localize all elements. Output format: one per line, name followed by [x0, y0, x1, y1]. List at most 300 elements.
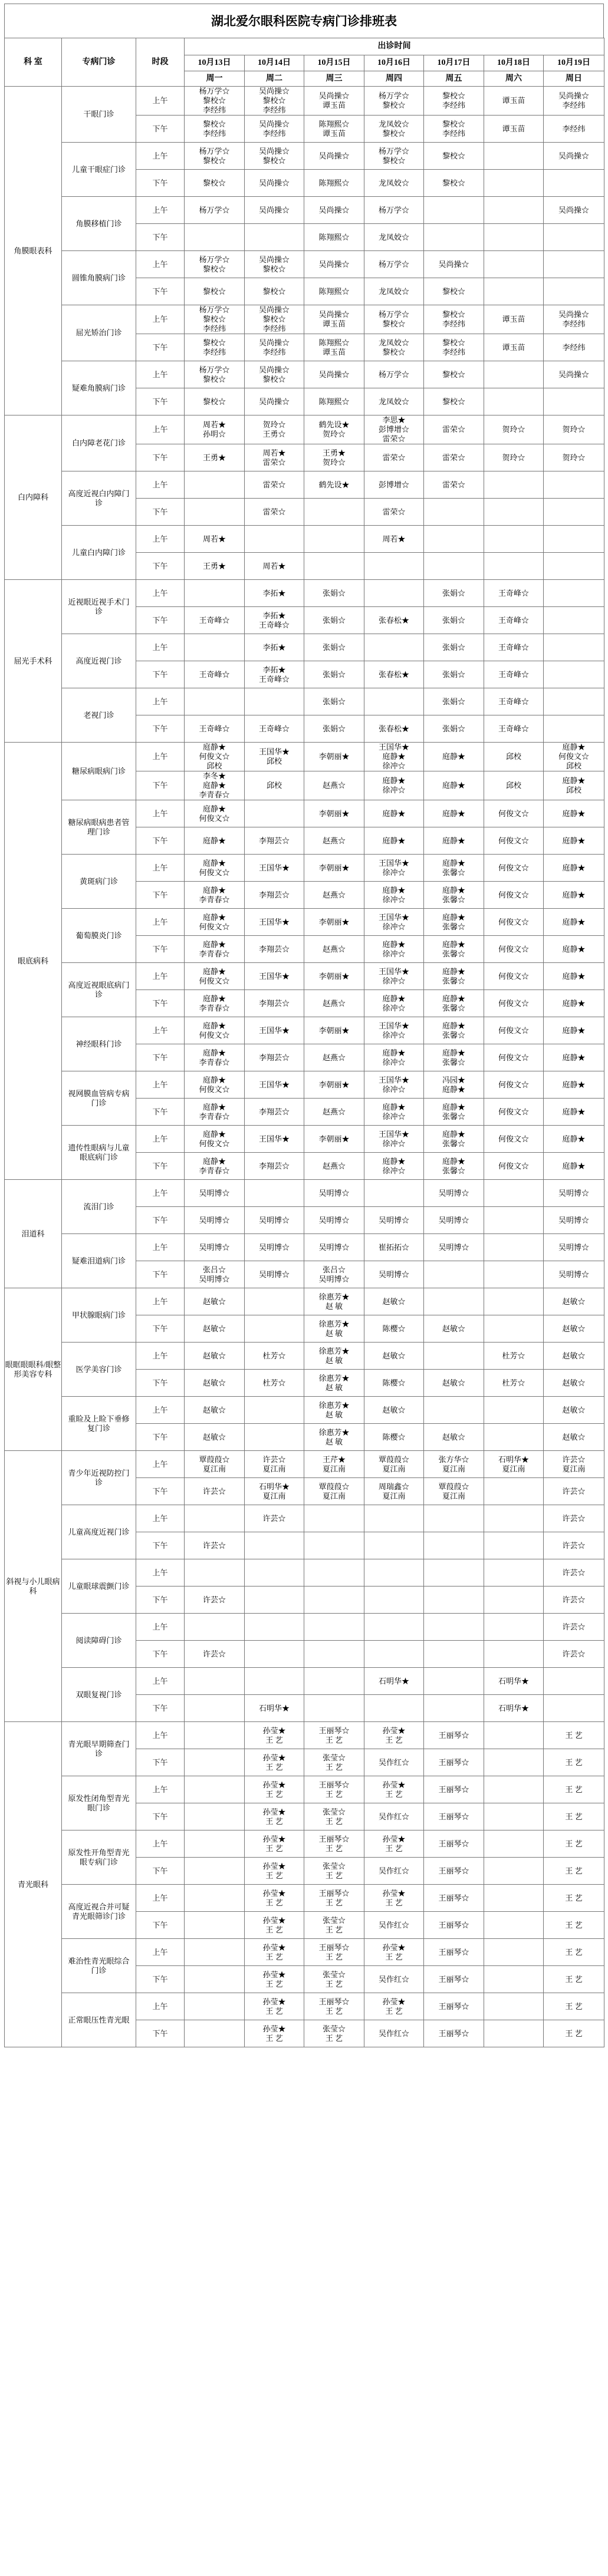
- doctor-name: 邱校: [566, 786, 582, 794]
- doctor-name: 王丽琴☆: [318, 1888, 350, 1898]
- doctor-cell: [185, 936, 245, 963]
- doctor-cell: [544, 1966, 604, 1993]
- doctor-name: 庭静★: [562, 743, 586, 751]
- doctor-cell: [484, 444, 544, 471]
- doctor-name: 谭玉苗: [502, 342, 525, 352]
- doctor-name: 何俊文☆: [498, 1134, 529, 1143]
- session-cell: 下午: [136, 882, 185, 909]
- doctor-name: 徐冲☆: [382, 1057, 406, 1067]
- doctor-name: 许芸☆: [562, 1454, 586, 1464]
- doctor-name: 王丽琴☆: [438, 1893, 469, 1902]
- doctor-name: 庭静★: [442, 1048, 465, 1057]
- session-cell: 上午: [136, 800, 185, 827]
- session-cell: 下午: [136, 116, 185, 143]
- doctor-name: 黎校☆: [262, 96, 286, 105]
- doctor-name: 吴尚操☆: [258, 365, 290, 374]
- doctor-cell: [304, 580, 364, 607]
- doctor-name: 黎校☆: [442, 91, 465, 100]
- doctor-cell: [185, 1695, 245, 1722]
- doctor-name: 黎校☆: [202, 264, 226, 273]
- doctor-name: 庭静★: [442, 994, 465, 1003]
- doctor-name: 王 艺: [325, 1789, 343, 1799]
- doctor-name: 庭静★: [442, 967, 465, 976]
- doctor-cell: [484, 1153, 544, 1180]
- doctor-name: 庭静★: [382, 885, 406, 895]
- doctor-cell: [424, 1288, 484, 1315]
- doctor-name: 杨万学☆: [378, 370, 409, 379]
- doctor-cell: [364, 1505, 424, 1532]
- doctor-cell: [245, 1261, 304, 1288]
- doctor-cell: [304, 471, 364, 499]
- doctor-cell: [364, 909, 424, 936]
- doctor-cell: [364, 1234, 424, 1261]
- doctor-name: 王丽琴☆: [318, 1942, 350, 1952]
- clinic-cell: 葡萄膜炎门诊: [62, 909, 136, 963]
- doctor-cell: [364, 963, 424, 990]
- doctor-cell: [484, 1505, 544, 1532]
- weekday-header: 周四: [364, 71, 424, 87]
- doctor-name: 贺玲☆: [502, 425, 525, 434]
- doctor-name: 杨万学☆: [199, 365, 230, 374]
- doctor-name: 何俊文☆: [199, 813, 230, 823]
- doctor-cell: [304, 1099, 364, 1126]
- doctor-name: 赵敏☆: [202, 1405, 226, 1414]
- doctor-name: 徐冲☆: [382, 895, 406, 904]
- table-row: [5, 1343, 604, 1370]
- doctor-name: 赵敏☆: [202, 1324, 226, 1333]
- doctor-cell: [185, 1803, 245, 1830]
- doctor-name: 徐冲☆: [382, 1003, 406, 1012]
- table-row: [5, 800, 604, 827]
- doctor-name: 李翔芸☆: [258, 944, 290, 954]
- doctor-name: 吴作红☆: [378, 1757, 409, 1767]
- doctor-name: 吴尚操☆: [558, 205, 590, 215]
- doctor-cell: [245, 1641, 304, 1668]
- doctor-name: 彭博增☆: [378, 480, 409, 489]
- doctor-cell: [245, 771, 304, 800]
- doctor-cell: [424, 1153, 484, 1180]
- doctor-name: 谭玉苗: [322, 128, 346, 138]
- doctor-cell: [245, 1397, 304, 1424]
- doctor-cell: [304, 1695, 364, 1722]
- doctor-cell: [364, 1858, 424, 1885]
- doctor-cell: [544, 936, 604, 963]
- doctor-name: 石明华★: [258, 1482, 290, 1491]
- doctor-cell: [544, 855, 604, 882]
- doctor-name: 龙凤姣☆: [378, 286, 409, 296]
- doctor-cell: [544, 1288, 604, 1315]
- clinic-cell: 阅读障碍门诊: [62, 1614, 136, 1668]
- doctor-cell: [185, 553, 245, 580]
- doctor-cell: [424, 1370, 484, 1397]
- doctor-name: 王国华★: [378, 858, 409, 868]
- doctor-name: 庭静★: [202, 1075, 226, 1084]
- doctor-name: 赵燕☆: [322, 1107, 346, 1116]
- doctor-cell: [484, 415, 544, 444]
- doctor-name: 张吕☆: [322, 1265, 346, 1274]
- clinic-cell: 青光眼早期筛查门诊: [62, 1722, 136, 1776]
- doctor-cell: [185, 963, 245, 990]
- doctor-cell: [245, 526, 304, 553]
- doctor-cell: [424, 499, 484, 526]
- doctor-cell: [364, 580, 424, 607]
- doctor-name: 王奇峰☆: [498, 642, 529, 652]
- doctor-cell: [304, 1370, 364, 1397]
- doctor-name: 夏江南: [382, 1491, 406, 1500]
- doctor-cell: [544, 882, 604, 909]
- session-cell: 下午: [136, 1966, 185, 1993]
- doctor-name: 石明华★: [258, 1703, 290, 1713]
- table-row: [5, 251, 604, 278]
- session-cell: 上午: [136, 251, 185, 278]
- doctor-cell: [364, 361, 424, 388]
- doctor-name: 庭静★: [562, 998, 586, 1008]
- doctor-name: 庭静★: [202, 1021, 226, 1030]
- doctor-cell: [484, 1207, 544, 1234]
- doctor-cell: [185, 1993, 245, 2020]
- doctor-cell: [484, 855, 544, 882]
- doctor-cell: [484, 388, 544, 415]
- clinic-cell: 疑难角膜病门诊: [62, 361, 136, 415]
- doctor-cell: [304, 1966, 364, 1993]
- doctor-cell: [544, 990, 604, 1017]
- doctor-cell: [304, 278, 364, 305]
- doctor-name: 李翔芸☆: [258, 836, 290, 845]
- doctor-name: 张馨☆: [442, 949, 465, 958]
- table-row: [5, 1885, 604, 1912]
- doctor-cell: [185, 2020, 245, 2047]
- doctor-cell: [364, 771, 424, 800]
- doctor-cell: [484, 1722, 544, 1749]
- doctor-name: 何俊文☆: [498, 1053, 529, 1062]
- doctor-name: 吴明博☆: [318, 1274, 350, 1284]
- doctor-cell: [245, 444, 304, 471]
- doctor-cell: [185, 1234, 245, 1261]
- doctor-name: 庭静★: [202, 939, 226, 949]
- doctor-cell: [424, 1180, 484, 1207]
- doctor-name: 赵敏☆: [562, 1378, 586, 1387]
- doctor-name: 王丽琴☆: [438, 1812, 469, 1821]
- doctor-cell: [304, 1315, 364, 1343]
- session-cell: 上午: [136, 305, 185, 334]
- doctor-name: 张娟☆: [442, 697, 465, 706]
- doctor-name: 吴尚操☆: [558, 151, 590, 160]
- doctor-cell: [364, 1749, 424, 1776]
- doctor-name: 王 艺: [265, 1735, 283, 1744]
- doctor-cell: [304, 1559, 364, 1587]
- doctor-cell: [245, 1017, 304, 1044]
- doctor-cell: [364, 1126, 424, 1153]
- doctor-name: 吴作红☆: [378, 1974, 409, 1984]
- session-cell: 上午: [136, 855, 185, 882]
- doctor-cell: [484, 1587, 544, 1614]
- doctor-cell: [364, 1017, 424, 1044]
- doctor-cell: [304, 963, 364, 990]
- doctor-name: 雷荣☆: [262, 507, 286, 516]
- doctor-name: 邱校: [505, 781, 521, 790]
- doctor-name: 庭静★: [442, 912, 465, 922]
- doctor-cell: [304, 1803, 364, 1830]
- doctor-name: 何俊文☆: [199, 1030, 230, 1040]
- table-row: [5, 87, 604, 116]
- doctor-name: 王 艺: [265, 1816, 283, 1826]
- doctor-name: 王奇峰☆: [258, 620, 290, 629]
- doctor-name: 孙莹★: [262, 1807, 286, 1816]
- doctor-name: 庭静★: [442, 1156, 465, 1166]
- doctor-name: 黎校☆: [262, 315, 286, 324]
- doctor-cell: [185, 1343, 245, 1370]
- session-cell: 上午: [136, 1343, 185, 1370]
- doctor-name: 李经纬: [562, 124, 586, 133]
- doctor-cell: [185, 224, 245, 251]
- session-cell: 上午: [136, 963, 185, 990]
- doctor-cell: [364, 800, 424, 827]
- doctor-name: 石明华★: [498, 1454, 529, 1464]
- doctor-cell: [245, 800, 304, 827]
- doctor-cell: [245, 1424, 304, 1451]
- doctor-cell: [304, 1207, 364, 1234]
- weekday-header: 周一: [185, 71, 245, 87]
- doctor-cell: [185, 607, 245, 634]
- doctor-cell: [364, 688, 424, 715]
- doctor-cell: [544, 1587, 604, 1614]
- doctor-cell: [364, 1343, 424, 1370]
- doctor-cell: [245, 1288, 304, 1315]
- doctor-cell: [185, 1180, 245, 1207]
- doctor-cell: [544, 2020, 604, 2047]
- doctor-cell: [245, 1315, 304, 1343]
- table-row: [5, 1776, 604, 1803]
- doctor-cell: [304, 936, 364, 963]
- session-cell: 下午: [136, 1695, 185, 1722]
- doctor-name: 何俊文☆: [199, 868, 230, 877]
- doctor-cell: [304, 388, 364, 415]
- doctor-name: 何俊文☆: [498, 809, 529, 818]
- doctor-name: 赵敏☆: [442, 1432, 465, 1442]
- doctor-cell: [484, 499, 544, 526]
- table-row: [5, 1126, 604, 1153]
- doctor-cell: [424, 143, 484, 170]
- doctor-cell: [484, 1478, 544, 1505]
- doctor-cell: [364, 1776, 424, 1803]
- doctor-cell: [185, 471, 245, 499]
- doctor-cell: [364, 1939, 424, 1966]
- doctor-cell: [304, 1017, 364, 1044]
- doctor-name: 庭静★: [442, 885, 465, 895]
- table-row: [5, 471, 604, 499]
- doctor-name: 雷荣☆: [442, 480, 465, 489]
- doctor-cell: [544, 1451, 604, 1478]
- doctor-name: 黎校☆: [262, 374, 286, 384]
- doctor-cell: [544, 197, 604, 224]
- doctor-name: 王 艺: [385, 1952, 403, 1961]
- doctor-name: 庭静★: [202, 1048, 226, 1057]
- clinic-cell: 正常眼压性青光眼: [62, 1993, 136, 2047]
- doctor-cell: [544, 743, 604, 771]
- doctor-name: 何俊文☆: [498, 890, 529, 899]
- doctor-name: 王 艺: [385, 2006, 403, 2016]
- doctor-cell: [245, 143, 304, 170]
- clinic-cell: 高度近视门诊: [62, 634, 136, 688]
- doctor-name: 何俊文☆: [498, 836, 529, 845]
- doctor-name: 黎校☆: [442, 310, 465, 319]
- doctor-name: 谭玉苗: [502, 315, 525, 324]
- doctor-cell: [185, 197, 245, 224]
- doctor-cell: [424, 909, 484, 936]
- doctor-name: 孙莹★: [262, 1834, 286, 1843]
- doctor-name: 王国华★: [258, 747, 290, 756]
- doctor-name: 邱校: [566, 761, 582, 770]
- doctor-name: 鹤先设★: [318, 480, 350, 489]
- table-row: [5, 1993, 604, 2020]
- doctor-name: 庭静★: [442, 858, 465, 868]
- doctor-cell: [484, 2020, 544, 2047]
- doctor-cell: [424, 170, 484, 197]
- doctor-cell: [304, 1776, 364, 1803]
- doctor-cell: [484, 800, 544, 827]
- doctor-name: 张娟☆: [322, 615, 346, 625]
- doctor-name: 赵敏☆: [382, 1405, 406, 1414]
- doctor-name: 张娟☆: [442, 588, 465, 598]
- doctor-name: 王 艺: [325, 1735, 343, 1744]
- doctor-name: 赵燕☆: [322, 1161, 346, 1170]
- doctor-cell: [424, 251, 484, 278]
- doctor-cell: [544, 1722, 604, 1749]
- doctor-name: 吴明博☆: [258, 1242, 290, 1252]
- clinic-cell: 高度近视合并可疑青光眼筛诊门诊: [62, 1885, 136, 1939]
- doctor-cell: [544, 415, 604, 444]
- doctor-name: 雷荣☆: [382, 507, 406, 516]
- doctor-name: 李青春☆: [199, 1111, 230, 1121]
- doctor-cell: [304, 1261, 364, 1288]
- doctor-name: 王 艺: [565, 1947, 583, 1957]
- doctor-cell: [364, 1830, 424, 1858]
- doctor-name: 杜芳☆: [502, 1378, 525, 1387]
- doctor-cell: [424, 1803, 484, 1830]
- doctor-name: 庭静★: [202, 1156, 226, 1166]
- doctor-name: 吴尚操☆: [258, 87, 290, 95]
- session-cell: 上午: [136, 1830, 185, 1858]
- table-row: [5, 963, 604, 990]
- doctor-cell: [304, 1993, 364, 2020]
- doctor-cell: [424, 580, 484, 607]
- session-cell: 下午: [136, 334, 185, 361]
- doctor-name: 庭静★: [202, 804, 226, 813]
- doctor-cell: [245, 580, 304, 607]
- doctor-cell: [364, 1695, 424, 1722]
- doctor-name: 吴明博☆: [199, 1215, 230, 1225]
- doctor-cell: [185, 1722, 245, 1749]
- department-cell: 斜视与小儿眼病科: [5, 1451, 62, 1722]
- doctor-cell: [364, 1532, 424, 1559]
- doctor-name: 庭静★: [562, 863, 586, 872]
- doctor-cell: [424, 800, 484, 827]
- table-row: [5, 909, 604, 936]
- doctor-cell: [245, 1071, 304, 1099]
- doctor-name: 黎校☆: [382, 319, 406, 328]
- doctor-cell: [424, 1234, 484, 1261]
- doctor-cell: [185, 116, 245, 143]
- doctor-cell: [364, 990, 424, 1017]
- doctor-cell: [544, 580, 604, 607]
- doctor-name: 吴尚操☆: [258, 397, 290, 406]
- doctor-cell: [544, 361, 604, 388]
- doctor-name: 王丽琴☆: [318, 1834, 350, 1843]
- doctor-name: 黎校☆: [262, 264, 286, 273]
- doctor-name: 李青春☆: [199, 1166, 230, 1175]
- doctor-cell: [185, 1153, 245, 1180]
- doctor-cell: [424, 526, 484, 553]
- table-row: [5, 855, 604, 882]
- doctor-name: 孙莹★: [262, 1780, 286, 1789]
- doctor-name: 邱校: [266, 757, 282, 766]
- doctor-cell: [364, 1424, 424, 1451]
- doctor-name: 李思★: [382, 415, 406, 424]
- session-header: 时段: [136, 38, 185, 87]
- session-cell: 上午: [136, 1071, 185, 1099]
- doctor-cell: [484, 1993, 544, 2020]
- doctor-name: 吴明博☆: [558, 1188, 590, 1198]
- doctor-name: 李经纬: [262, 128, 286, 138]
- doctor-cell: [484, 1695, 544, 1722]
- doctor-name: 徐冲☆: [382, 786, 406, 794]
- doctor-name: 许芸☆: [202, 1649, 226, 1658]
- doctor-name: 赵敏☆: [202, 1432, 226, 1442]
- doctor-name: 王 艺: [325, 1898, 343, 1907]
- doctor-name: 王 艺: [325, 1816, 343, 1826]
- doctor-name: 许芸☆: [202, 1541, 226, 1550]
- doctor-cell: [424, 990, 484, 1017]
- doctor-cell: [544, 526, 604, 553]
- clinic-cell: 黄斑病门诊: [62, 855, 136, 909]
- doctor-cell: [424, 1993, 484, 2020]
- doctor-name: 王 艺: [265, 1871, 283, 1880]
- session-cell: 下午: [136, 1749, 185, 1776]
- doctor-cell: [364, 1478, 424, 1505]
- clinic-cell: 糖尿病眼病患者管理门诊: [62, 800, 136, 855]
- doctor-name: 黎校☆: [202, 338, 226, 347]
- doctor-name: 何俊文☆: [498, 1161, 529, 1170]
- doctor-name: 张娟☆: [322, 588, 346, 598]
- table-row: [5, 1668, 604, 1695]
- doctor-cell: [544, 634, 604, 661]
- doctor-cell: [484, 1776, 544, 1803]
- doctor-name: 庭静★: [442, 752, 465, 761]
- doctor-name: 吴尚操☆: [558, 370, 590, 379]
- doctor-name: 王 艺: [385, 1735, 403, 1744]
- doctor-cell: [484, 1803, 544, 1830]
- doctor-name: 谭玉苗: [322, 101, 346, 110]
- doctor-cell: [245, 334, 304, 361]
- doctor-cell: [544, 116, 604, 143]
- doctor-name: 杨万学☆: [199, 146, 230, 156]
- doctor-name: 庭静★: [382, 1102, 406, 1111]
- doctor-name: 王奇峰☆: [498, 615, 529, 625]
- doctor-name: 吴尚操☆: [258, 178, 290, 187]
- doctor-name: 许芸☆: [562, 1568, 586, 1577]
- doctor-name: 孙明☆: [202, 430, 226, 438]
- doctor-cell: [185, 800, 245, 827]
- doctor-cell: [304, 607, 364, 634]
- doctor-name: 张娟☆: [322, 724, 346, 733]
- department-cell: 屈光手术科: [5, 580, 62, 743]
- doctor-name: 王 艺: [565, 1893, 583, 1902]
- doctor-name: 石明华★: [378, 1676, 409, 1686]
- doctor-cell: [245, 1451, 304, 1478]
- session-cell: 下午: [136, 1587, 185, 1614]
- doctor-cell: [364, 1044, 424, 1071]
- session-cell: 上午: [136, 1017, 185, 1044]
